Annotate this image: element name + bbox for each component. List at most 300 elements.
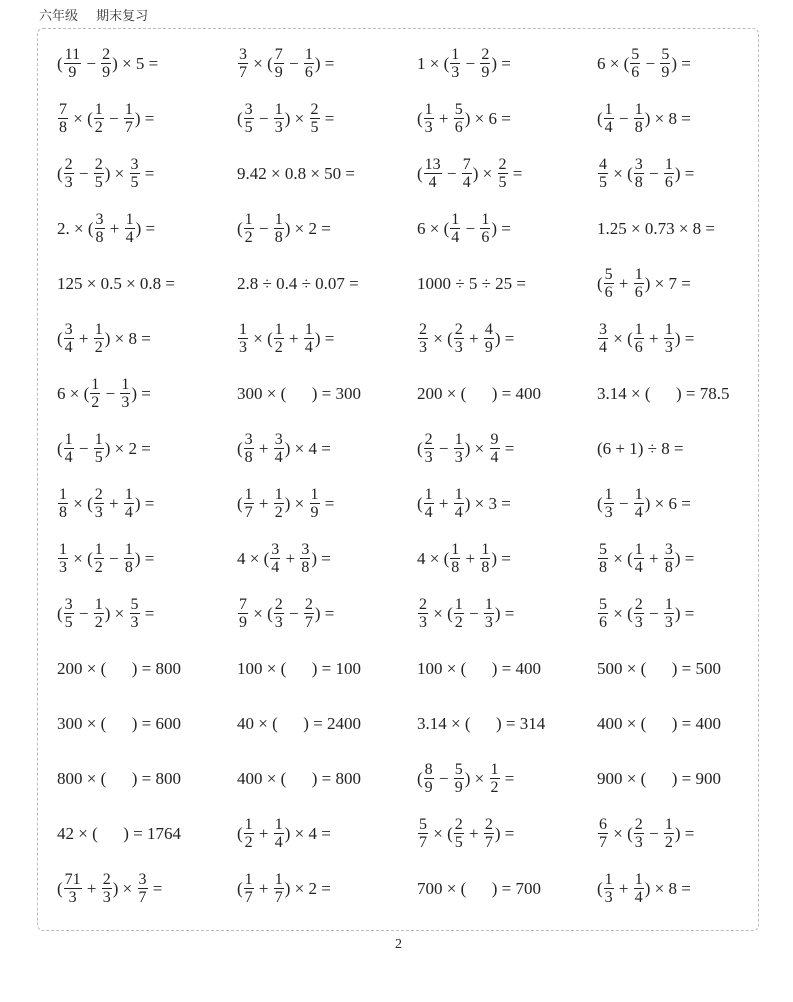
expression-text: +	[461, 548, 480, 568]
expression-text: (	[237, 438, 243, 458]
denominator: 2	[490, 779, 499, 796]
fraction	[274, 431, 284, 466]
denominator: 4	[64, 339, 73, 356]
numerator: 3	[64, 596, 73, 613]
numerator: 3	[244, 431, 253, 448]
numerator: 2	[64, 156, 73, 173]
numerator: 1	[451, 211, 460, 228]
math-problem	[57, 211, 237, 246]
expression-text: ) =	[674, 328, 695, 348]
numerator: 1	[274, 486, 283, 503]
numerator: 2	[94, 156, 103, 173]
fraction	[130, 596, 140, 631]
fraction	[598, 541, 608, 576]
exercise-row	[57, 256, 777, 311]
expression-text: −	[254, 108, 273, 128]
expression-text: ) × 3 =	[464, 493, 511, 513]
expression-text: −	[284, 603, 303, 623]
expression-text: ) =	[311, 548, 331, 568]
expression-text: +	[82, 878, 101, 898]
numerator: 1	[454, 431, 463, 448]
expression-text: ) × 5 =	[112, 53, 159, 73]
expression-text: (	[237, 823, 243, 843]
expression-text: =	[320, 108, 335, 128]
fraction	[58, 486, 68, 521]
expression-text: × (	[609, 163, 633, 183]
expression-text: (	[57, 438, 63, 458]
fraction	[634, 321, 644, 356]
numerator: 1	[239, 321, 247, 338]
fraction	[274, 101, 284, 136]
denominator: 5	[244, 119, 253, 136]
fraction	[94, 541, 104, 576]
fraction	[598, 321, 608, 356]
numerator: 1	[304, 46, 313, 63]
numerator: 2	[419, 596, 427, 613]
fraction	[304, 46, 314, 81]
numerator: 1	[634, 321, 643, 338]
numerator: 1	[481, 211, 490, 228]
fraction	[94, 431, 104, 466]
numerator: 1	[124, 101, 133, 118]
expression-text: +	[644, 328, 663, 348]
expression-text: 3.14 × ( ) = 78.5	[597, 383, 730, 403]
expression-text: +	[254, 438, 273, 458]
denominator: 4	[424, 504, 433, 521]
expression-text: (	[237, 878, 243, 898]
fraction	[424, 431, 434, 466]
numerator: 1	[634, 541, 643, 558]
denominator: 9	[661, 64, 670, 81]
fraction	[101, 46, 111, 81]
expression-text: ) =	[134, 493, 155, 513]
exercise-row	[57, 311, 777, 366]
fraction	[664, 321, 674, 356]
expression-text: +	[614, 273, 633, 293]
math-problem	[237, 816, 417, 851]
numerator: 1	[604, 486, 613, 503]
fraction	[454, 816, 464, 851]
exercise-row	[57, 531, 777, 586]
expression-text: −	[464, 603, 483, 623]
numerator: 1	[274, 101, 283, 118]
fraction	[484, 321, 494, 356]
expression-text: ) =	[491, 548, 511, 568]
expression-text: 800 × ( ) = 800	[57, 768, 181, 788]
expression-text: −	[434, 438, 453, 458]
expression-text: ) =	[131, 383, 151, 403]
denominator: 7	[599, 834, 607, 851]
expression-text: ) =	[134, 548, 155, 568]
denominator: 3	[419, 614, 427, 631]
expression-text: +	[464, 328, 483, 348]
expression-text: 4 × (	[237, 548, 270, 568]
denominator: 3	[239, 339, 247, 356]
denominator: 5	[310, 119, 319, 136]
fraction	[300, 541, 310, 576]
expression-text: 1000 ÷ 5 ÷ 25 =	[417, 273, 526, 293]
fraction	[244, 486, 254, 521]
fraction	[660, 46, 670, 81]
denominator: 6	[481, 229, 490, 246]
expression-text: =	[320, 493, 335, 513]
math-problem	[237, 46, 417, 81]
fraction	[130, 156, 140, 191]
numerator: 1	[454, 596, 463, 613]
fraction	[480, 541, 490, 576]
expression-text: −	[461, 218, 480, 238]
math-problem	[417, 384, 597, 404]
expression-text: 200 × ( ) = 800	[57, 658, 181, 678]
denominator: 4	[490, 449, 499, 466]
expression-text: ) =	[314, 328, 335, 348]
expression-text: × (	[429, 823, 453, 843]
expression-text: ) =	[491, 218, 511, 238]
expression-text: 3.14 × ( ) = 314	[417, 713, 546, 733]
fraction	[454, 431, 464, 466]
expression-text: =	[500, 438, 515, 458]
expression-text: 1 × (	[417, 53, 450, 73]
math-problem	[597, 596, 777, 631]
denominator: 8	[274, 229, 283, 246]
denominator: 2	[244, 834, 253, 851]
expression-text: 1.25 × 0.73 × 8 =	[597, 218, 716, 238]
exercise-grid	[57, 36, 777, 916]
denominator: 4	[634, 504, 643, 521]
denominator: 2	[454, 614, 463, 631]
expression-text: ) =	[671, 53, 691, 73]
expression-text: =	[140, 163, 155, 183]
fraction	[102, 871, 112, 906]
fraction	[274, 486, 284, 521]
denominator: 5	[498, 174, 507, 191]
numerator: 1	[634, 266, 643, 283]
denominator: 4	[634, 889, 643, 906]
math-problem	[597, 384, 777, 404]
numerator: 1	[244, 816, 253, 833]
expression-text: 4 × (	[417, 548, 450, 568]
math-problem	[57, 486, 237, 521]
denominator: 2	[664, 834, 673, 851]
expression-text: × (	[609, 328, 633, 348]
denominator: 3	[64, 174, 73, 191]
expression-text: 6 × (	[597, 53, 630, 73]
expression-text: (	[237, 108, 243, 128]
expression-text: (	[57, 328, 63, 348]
denominator: 7	[244, 504, 253, 521]
fraction	[598, 596, 608, 631]
math-problem	[597, 321, 777, 356]
denominator: 3	[664, 339, 673, 356]
fraction	[310, 486, 320, 521]
numerator: 1	[424, 486, 433, 503]
denominator: 6	[634, 339, 643, 356]
denominator: 5	[130, 174, 139, 191]
numerator: 5	[599, 541, 607, 558]
fraction	[424, 486, 434, 521]
denominator: 3	[451, 64, 460, 81]
expression-text: −	[442, 163, 461, 183]
denominator: 4	[64, 449, 73, 466]
denominator: 3	[121, 394, 130, 411]
denominator: 6	[454, 119, 463, 136]
fraction	[418, 321, 428, 356]
numerator: 6	[599, 816, 607, 833]
fraction	[664, 541, 674, 576]
denominator: 6	[599, 614, 607, 631]
fraction	[238, 46, 248, 81]
fraction	[634, 101, 644, 136]
denominator: 6	[604, 284, 613, 301]
numerator: 3	[274, 431, 283, 448]
math-problem	[57, 156, 237, 191]
math-problem	[597, 266, 777, 301]
denominator: 6	[634, 284, 643, 301]
expression-text: −	[644, 603, 663, 623]
fraction	[634, 596, 644, 631]
denominator: 3	[102, 889, 111, 906]
header-title: 期末复习	[96, 9, 149, 24]
denominator: 4	[124, 504, 133, 521]
numerator: 3	[64, 321, 73, 338]
denominator: 5	[94, 449, 103, 466]
expression-text: 400 × ( ) = 400	[597, 713, 721, 733]
denominator: 3	[59, 559, 67, 576]
denominator: 6	[664, 174, 673, 191]
denominator: 6	[304, 64, 313, 81]
math-problem	[597, 541, 777, 576]
denominator: 9	[274, 64, 283, 81]
numerator: 1	[634, 871, 643, 888]
numerator: 1	[59, 486, 67, 503]
numerator: 1	[481, 541, 490, 558]
expression-text: =	[148, 878, 163, 898]
denominator: 4	[304, 339, 313, 356]
numerator: 2	[634, 596, 643, 613]
numerator: 1	[94, 596, 103, 613]
denominator: 3	[424, 119, 433, 136]
expression-text: ) ×	[464, 438, 489, 458]
fraction	[454, 596, 464, 631]
expression-text: 900 × ( ) = 900	[597, 768, 721, 788]
math-problem	[237, 431, 417, 466]
math-problem	[237, 769, 417, 789]
expression-text: −	[644, 163, 663, 183]
math-problem	[417, 541, 597, 576]
fraction	[94, 486, 104, 521]
denominator: 5	[64, 614, 73, 631]
denominator: 4	[462, 174, 471, 191]
math-problem	[597, 156, 777, 191]
fraction	[454, 486, 464, 521]
math-problem	[57, 431, 237, 466]
fraction	[480, 46, 490, 81]
numerator: 5	[130, 596, 139, 613]
numerator: 2	[102, 46, 111, 63]
expression-text: (	[417, 493, 423, 513]
numerator: 5	[599, 596, 607, 613]
denominator: 8	[599, 559, 607, 576]
fraction	[64, 156, 74, 191]
fraction	[64, 431, 74, 466]
expression-text: +	[284, 328, 303, 348]
fraction	[630, 46, 640, 81]
expression-text: −	[101, 383, 120, 403]
expression-text: −	[461, 53, 480, 73]
expression-text: +	[254, 878, 273, 898]
fraction	[270, 541, 280, 576]
expression-text: 2.8 ÷ 0.4 ÷ 0.07 =	[237, 273, 359, 293]
denominator: 5	[94, 174, 103, 191]
fraction	[598, 156, 608, 191]
numerator: 5	[661, 46, 670, 63]
numerator: 1	[634, 101, 643, 118]
expression-text: +	[254, 823, 273, 843]
numerator: 2	[102, 871, 111, 888]
numerator: 1	[490, 761, 499, 778]
expression-text: −	[74, 163, 93, 183]
numerator: 3	[599, 321, 607, 338]
expression-text: (	[57, 53, 63, 73]
math-problem	[57, 659, 237, 679]
expression-text: ) ×	[112, 878, 137, 898]
numerator: 7	[274, 46, 283, 63]
numerator: 5	[454, 761, 463, 778]
fraction	[58, 101, 68, 136]
expression-text: ) × 8 =	[644, 878, 691, 898]
numerator: 7	[239, 596, 247, 613]
expression-text: ) × 2 =	[284, 218, 331, 238]
numerator: 1	[664, 156, 673, 173]
denominator: 2	[274, 504, 283, 521]
numerator: 1	[244, 211, 253, 228]
numerator: 1	[91, 376, 100, 393]
math-problem	[237, 486, 417, 521]
exercise-row	[57, 641, 777, 696]
denominator: 8	[95, 229, 104, 246]
expression-text: ) =	[134, 108, 155, 128]
expression-text: ) =	[494, 603, 515, 623]
denominator: 3	[604, 889, 613, 906]
numerator: 2	[498, 156, 507, 173]
numerator: 1	[604, 101, 613, 118]
denominator: 3	[604, 504, 613, 521]
fraction	[125, 211, 135, 246]
denominator: 3	[274, 119, 283, 136]
denominator: 7	[304, 614, 313, 631]
expression-text: ) =	[135, 218, 156, 238]
expression-text: (	[417, 768, 423, 788]
numerator: 2	[424, 431, 433, 448]
fraction	[484, 596, 494, 631]
numerator: 1	[244, 871, 253, 888]
fraction	[244, 101, 254, 136]
denominator: 8	[124, 559, 133, 576]
expression-text: ) =	[674, 603, 695, 623]
expression-text: 300 × ( ) = 300	[237, 383, 361, 403]
expression-text: ) × 4 =	[284, 438, 331, 458]
expression-text: −	[284, 53, 303, 73]
numerator: 3	[138, 871, 147, 888]
fraction	[64, 321, 74, 356]
denominator: 9	[310, 504, 319, 521]
denominator: 3	[424, 449, 433, 466]
expression-text: ) =	[674, 548, 695, 568]
expression-text: −	[82, 53, 101, 73]
fraction	[418, 816, 428, 851]
expression-text: × (	[69, 108, 93, 128]
denominator: 4	[634, 559, 643, 576]
fraction	[274, 816, 284, 851]
expression-text: ) ×	[284, 108, 309, 128]
fraction	[604, 871, 614, 906]
expression-text: 100 × ( ) = 100	[237, 658, 361, 678]
fraction	[94, 156, 104, 191]
numerator: 11	[64, 46, 81, 63]
math-problem	[237, 871, 417, 906]
numerator: 5	[604, 266, 613, 283]
expression-text: ) × 6 =	[464, 108, 511, 128]
numerator: 1	[125, 211, 134, 228]
denominator: 2	[94, 339, 103, 356]
numerator: 3	[244, 101, 253, 118]
expression-text: ) ×	[464, 768, 489, 788]
math-problem	[597, 816, 777, 851]
math-problem	[237, 384, 417, 404]
denominator: 3	[634, 614, 643, 631]
numerator: 1	[604, 871, 613, 888]
numerator: 9	[490, 431, 499, 448]
numerator: 3	[130, 156, 139, 173]
expression-text: ) ×	[284, 493, 309, 513]
denominator: 4	[125, 229, 134, 246]
fraction	[95, 211, 105, 246]
denominator: 6	[631, 64, 640, 81]
expression-text: +	[254, 493, 273, 513]
expression-text: ) =	[674, 163, 695, 183]
numerator: 1	[424, 101, 433, 118]
denominator: 3	[94, 504, 103, 521]
fraction	[138, 871, 148, 906]
expression-text: (	[57, 603, 63, 623]
numerator: 1	[274, 816, 283, 833]
fraction	[238, 321, 248, 356]
fraction	[274, 596, 284, 631]
expression-text: 500 × ( ) = 500	[597, 658, 721, 678]
fraction	[94, 596, 104, 631]
numerator: 1	[484, 596, 493, 613]
expression-text: × (	[249, 53, 273, 73]
numerator: 13	[424, 156, 441, 173]
denominator: 3	[454, 339, 463, 356]
fraction	[664, 156, 674, 191]
expression-text: ) =	[494, 823, 515, 843]
math-problem	[417, 156, 597, 191]
math-problem	[57, 714, 237, 734]
numerator: 1	[124, 486, 133, 503]
denominator: 2	[94, 119, 103, 136]
expression-text: × (	[69, 493, 93, 513]
expression-text: ) × 8 =	[644, 108, 691, 128]
denominator: 9	[102, 64, 111, 81]
denominator: 4	[274, 449, 283, 466]
fraction	[424, 761, 434, 796]
denominator: 7	[274, 889, 283, 906]
denominator: 4	[271, 559, 280, 576]
expression-text: 700 × ( ) = 700	[417, 878, 541, 898]
math-problem	[597, 439, 777, 459]
numerator: 3	[271, 541, 280, 558]
